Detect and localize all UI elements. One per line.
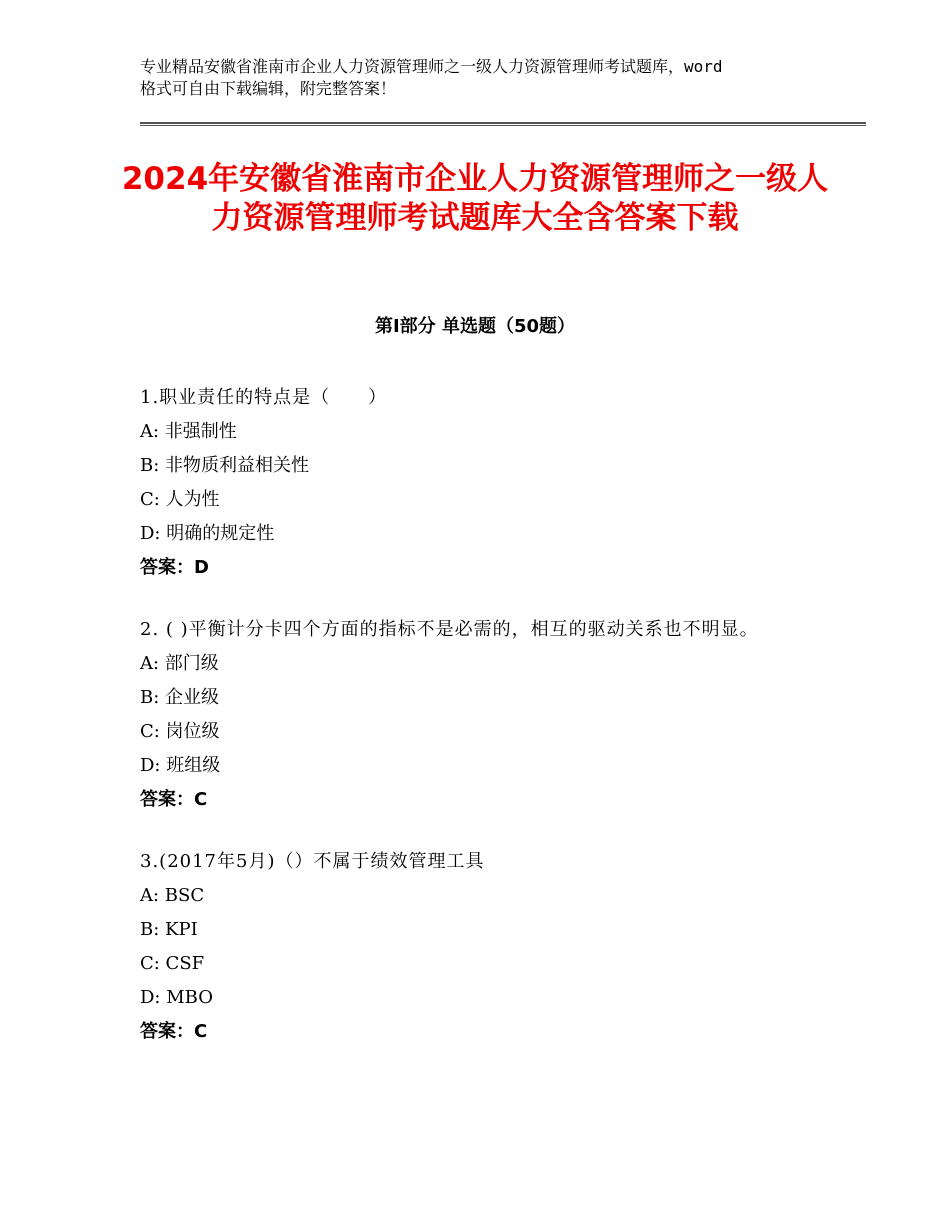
header-note-line-2: 格式可自由下载编辑，附完整答案！ bbox=[140, 79, 397, 98]
answer-label: 答案：D bbox=[140, 557, 209, 578]
question-3 bbox=[140, 845, 820, 1049]
option-b: B: KPI bbox=[140, 919, 198, 940]
document-title: 2024年安徽省淮南市企业人力资源管理师之一级人力资源管理师考试题库大全含答案下载 bbox=[121, 161, 829, 236]
header-divider bbox=[140, 122, 866, 126]
answer-label: 答案：C bbox=[140, 789, 208, 810]
option-b: B: 非物质利益相关性 bbox=[140, 455, 310, 476]
option-a: A: 部门级 bbox=[140, 653, 219, 674]
question-stem: 1.职业责任的特点是（ ） bbox=[140, 387, 388, 408]
option-a: A: 非强制性 bbox=[140, 421, 237, 442]
question-stem: 2. ( )平衡计分卡四个方面的指标不是必需的，相互的驱动关系也不明显。 bbox=[140, 619, 759, 640]
option-a: A: BSC bbox=[140, 885, 205, 906]
section-heading: 第Ⅰ部分 单选题（50题） bbox=[374, 316, 575, 337]
question-2 bbox=[140, 613, 820, 817]
answer-label: 答案：C bbox=[140, 1021, 208, 1042]
option-d: D: 明确的规定性 bbox=[140, 523, 275, 544]
question-stem: 3.(2017年5月)（）不属于绩效管理工具 bbox=[140, 851, 485, 872]
header-note bbox=[140, 56, 840, 100]
question-list bbox=[140, 381, 820, 1077]
option-c: C: 人为性 bbox=[140, 489, 220, 510]
option-c: C: CSF bbox=[140, 953, 205, 974]
question-1 bbox=[140, 381, 820, 585]
option-c: C: 岗位级 bbox=[140, 721, 220, 742]
option-b: B: 企业级 bbox=[140, 687, 220, 708]
header-note-line-1: 专业精品安徽省淮南市企业人力资源管理师之一级人力资源管理师考试题库，word bbox=[140, 57, 723, 76]
option-d: D: MBO bbox=[140, 987, 213, 1008]
option-d: D: 班组级 bbox=[140, 755, 221, 776]
